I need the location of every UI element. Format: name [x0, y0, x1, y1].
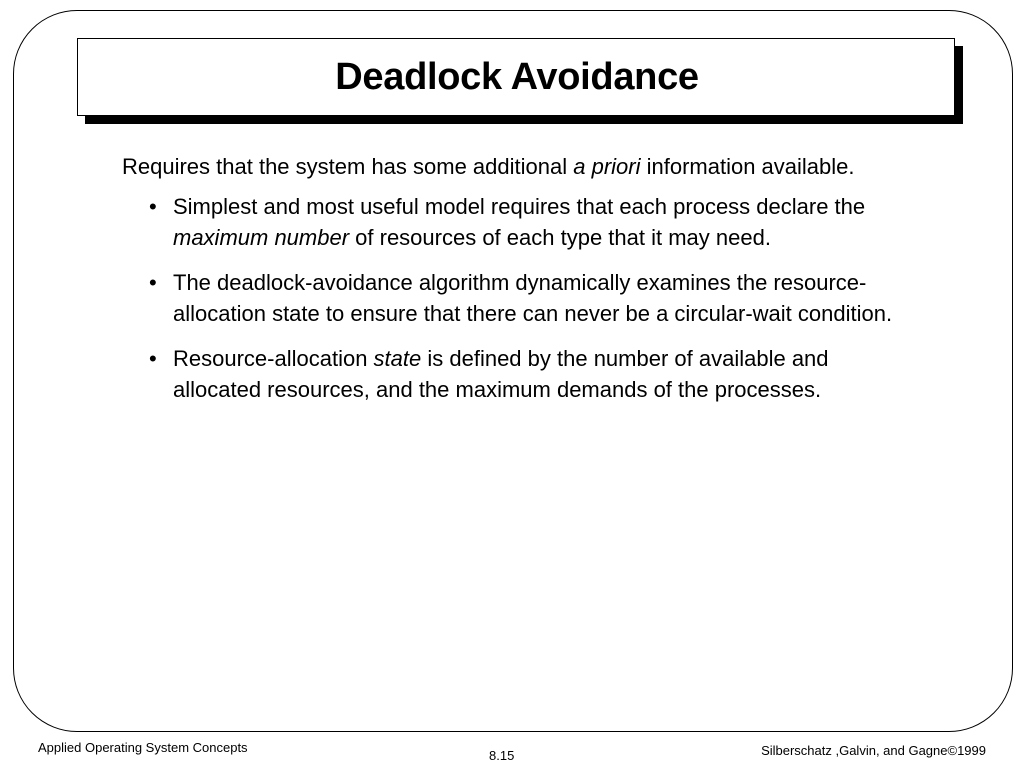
bullet-text-before: Simplest and most useful model requires that each process declare the [173, 194, 866, 219]
slide-title: Deadlock Avoidance [335, 55, 699, 98]
bullet-text-after: is defined by the number of available and allocated resources, and the maximum demands of the processes. [173, 346, 829, 402]
bullet-emphasis: maximum number [173, 225, 350, 250]
intro-text-before: Requires that the system has some additional [122, 154, 574, 179]
intro-emphasis: a priori [573, 154, 641, 179]
intro-paragraph [122, 151, 902, 182]
bullet-dot-icon: • [149, 270, 157, 295]
footer-course-title: Applied Operating System Concepts [38, 740, 248, 755]
footer-copyright: Silberschatz ,Galvin, and Gagne©1999 [761, 743, 986, 758]
bullet-item-allocation-state [122, 343, 902, 405]
bullet-text-after: of resources of each type that it may need. [349, 225, 771, 250]
bullet-item-avoidance-algorithm [122, 267, 902, 329]
bullet-list [122, 191, 902, 405]
footer-page-number: 8.15 [489, 748, 515, 763]
bullet-dot-icon: • [149, 346, 157, 371]
intro-text-after: information available. [640, 154, 855, 179]
bullet-dot-icon: • [149, 194, 157, 219]
bullet-emphasis: state [373, 346, 422, 371]
slide-content [122, 151, 902, 419]
bullet-item-maximum-number [122, 191, 902, 253]
bullet-text-before: The deadlock-avoidance algorithm dynamically examines the resource-allocation state to ensure that there can never be a circular-wait condition. [173, 270, 893, 326]
title-box [77, 38, 955, 116]
bullet-text-before: Resource-allocation [173, 346, 374, 371]
